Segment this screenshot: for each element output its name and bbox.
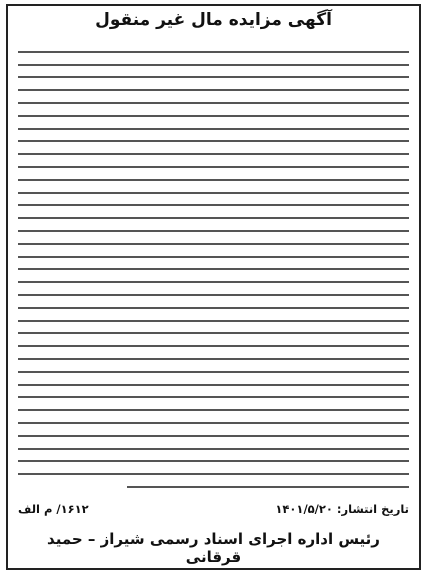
body-text-line [18, 166, 409, 168]
body-text-line [18, 294, 409, 296]
body-text-line [18, 460, 409, 462]
body-text-line [18, 51, 409, 53]
body-text-line [18, 230, 409, 232]
body-text-line [18, 115, 409, 117]
body-text-line [18, 140, 409, 142]
notice-body-text [18, 40, 409, 492]
date-row [18, 502, 409, 516]
body-text-line [18, 268, 409, 270]
body-text-line [18, 435, 409, 437]
body-text-line [18, 332, 409, 334]
notice-footer [18, 502, 409, 566]
body-text-line [18, 217, 409, 219]
body-text-line [18, 473, 409, 475]
issuing-office: رئیس اداره اجرای اسناد رسمی شیراز – حمید قرقانی [47, 530, 380, 566]
body-text-line [18, 371, 409, 373]
body-text-line [18, 128, 409, 130]
body-text-line [18, 307, 409, 309]
body-text-line [18, 448, 409, 450]
body-text-line [18, 204, 409, 206]
notice-frame [6, 4, 421, 570]
body-text-line [18, 281, 409, 283]
body-text-line [18, 192, 409, 194]
body-text-line [18, 89, 409, 91]
body-text-line [18, 320, 409, 322]
body-text-line [18, 243, 409, 245]
body-text-line [18, 345, 409, 347]
body-text-line [18, 179, 409, 181]
body-text-line [18, 64, 409, 66]
body-text-line [18, 409, 409, 411]
body-text-line [18, 76, 409, 78]
body-text-line [18, 396, 409, 398]
body-text-line [18, 358, 409, 360]
publication-date: تاریخ انتشار: ۱۴۰۱/۵/۲۰ [275, 502, 409, 516]
notice-number: ۱۶۱۲/ م الف [18, 502, 89, 516]
body-text-line [18, 153, 409, 155]
body-text-line [18, 422, 409, 424]
body-text-line [127, 486, 409, 488]
body-text-line [18, 256, 409, 258]
body-text-line [18, 384, 409, 386]
body-text-line [18, 102, 409, 104]
notice-heading: آگهی مزایده مال غیر منقول [95, 10, 332, 30]
